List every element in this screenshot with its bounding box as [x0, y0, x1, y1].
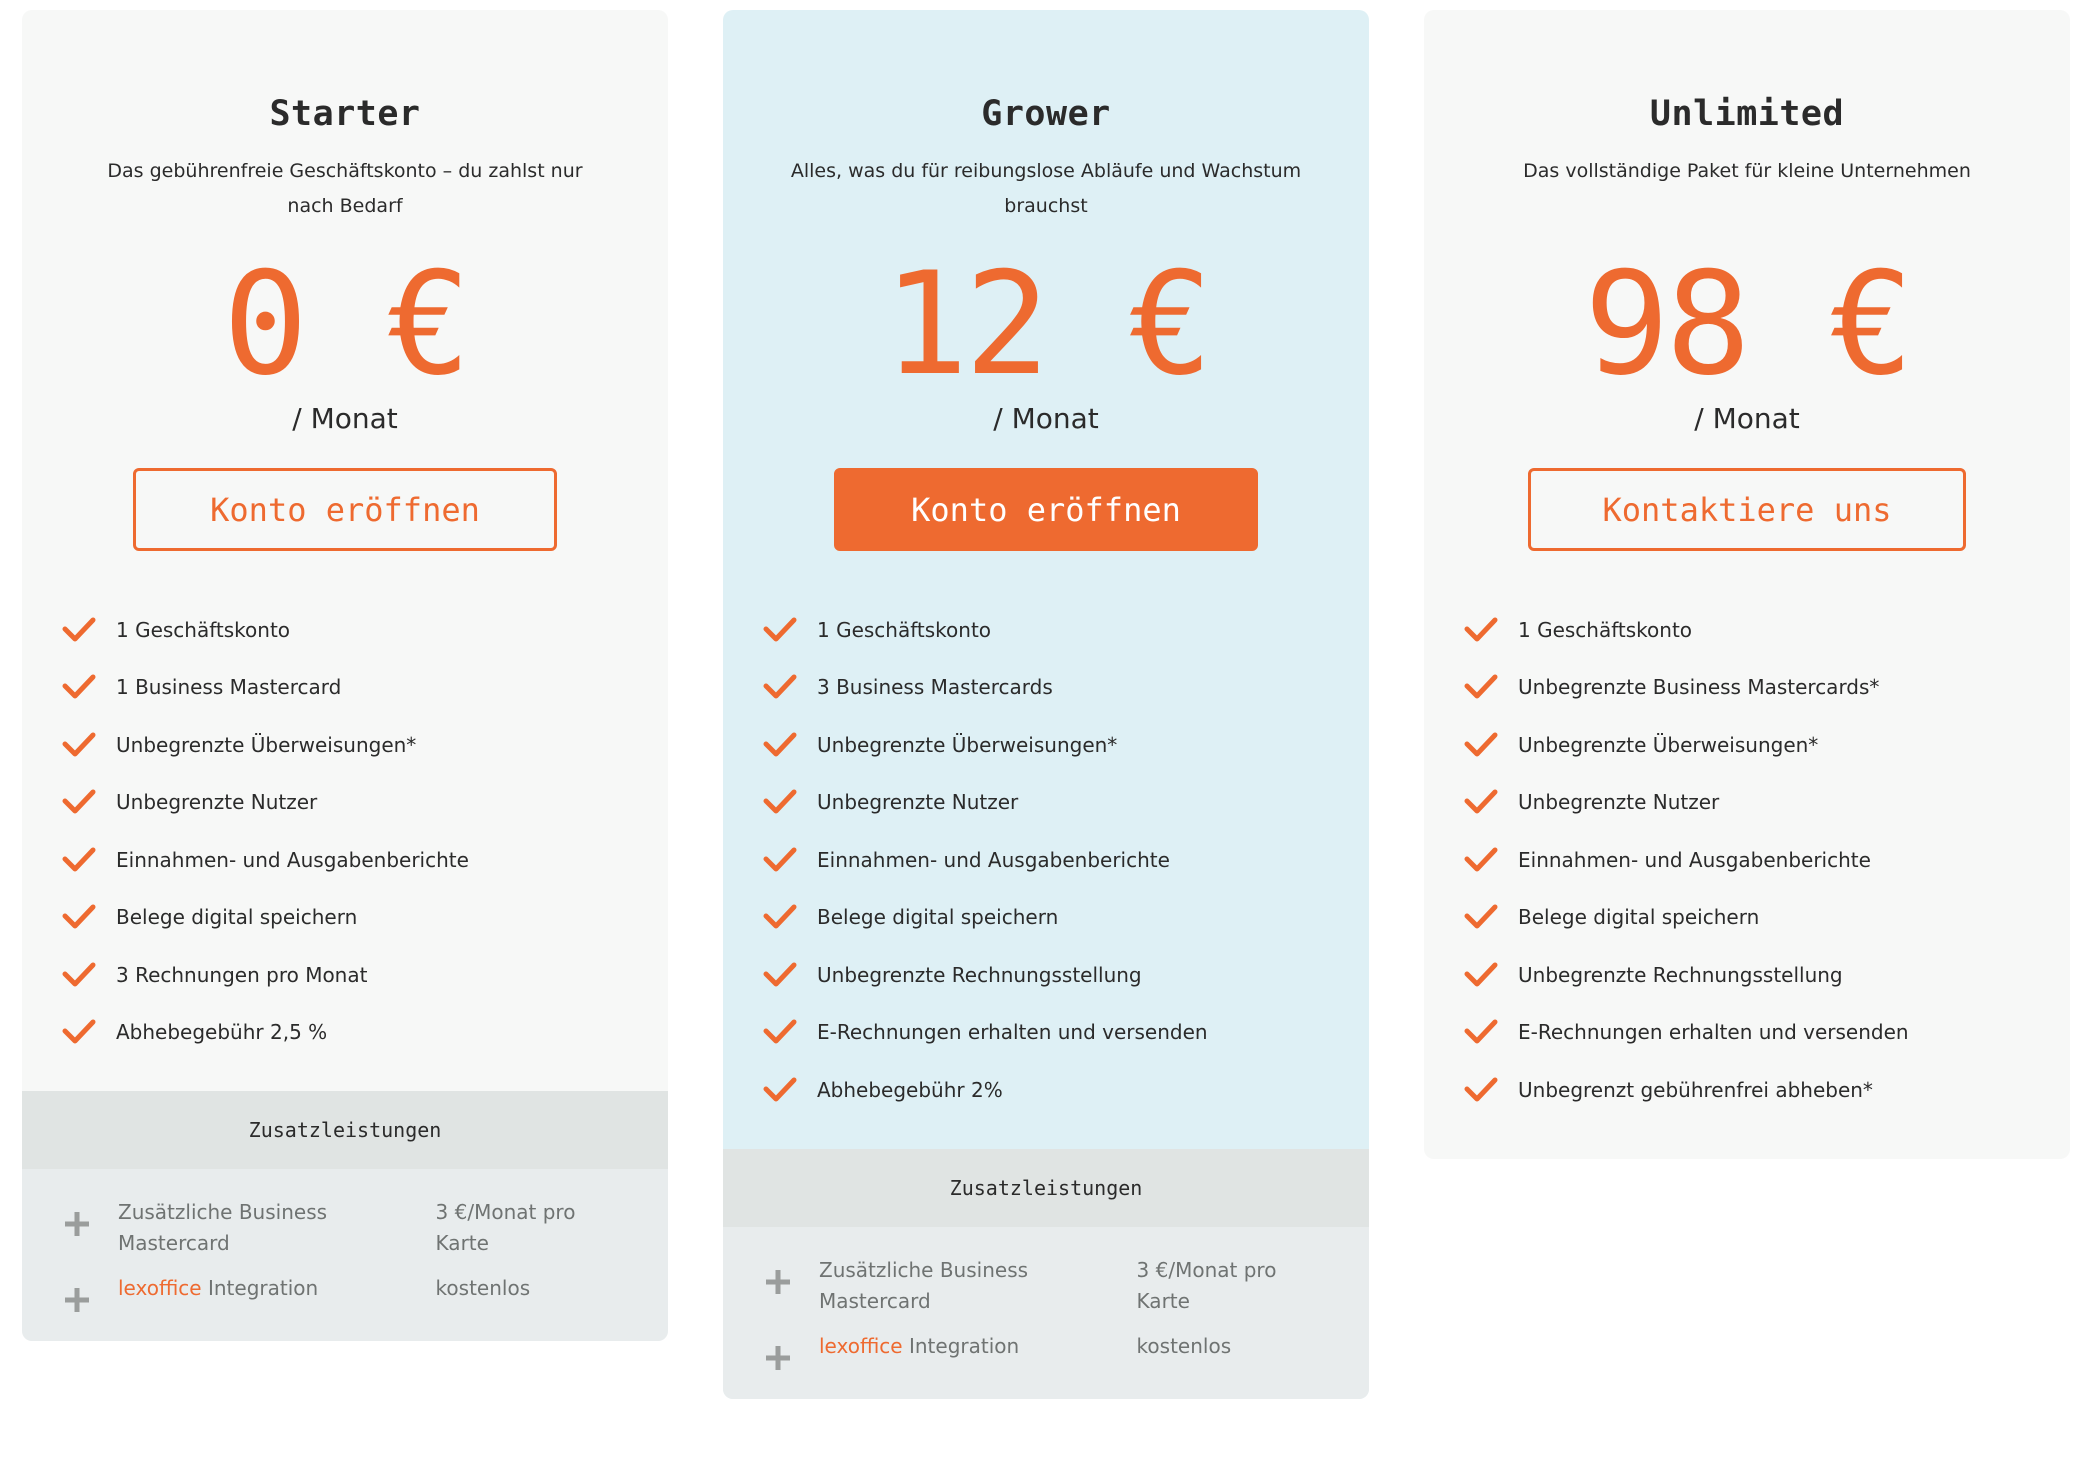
check-icon [763, 903, 797, 931]
extra-item [763, 1331, 1329, 1373]
feature-label: Unbegrenzte Business Mastercards* [1518, 675, 1880, 700]
feature-item [1464, 889, 2070, 947]
feature-label: 1 Geschäftskonto [1518, 617, 1693, 642]
feature-label: Unbegrenzte Nutzer [817, 790, 1019, 815]
feature-label: 3 Rechnungen pro Monat [116, 962, 368, 987]
feature-label: Einnahmen- und Ausgabenberichte [1518, 847, 1871, 872]
extra-price: kostenlos [1136, 1333, 1232, 1358]
check-icon [62, 616, 96, 644]
feature-item [1464, 1004, 2070, 1062]
feature-label: Unbegrenzte Nutzer [116, 790, 318, 815]
check-icon [1464, 1018, 1498, 1046]
plus-icon [62, 1209, 92, 1239]
check-icon [763, 1018, 797, 1046]
check-icon [1464, 788, 1498, 816]
open-account-button[interactable]: Konto eröffnen [133, 468, 557, 551]
feature-label: Abhebegebühr 2,5 % [116, 1020, 328, 1045]
feature-label: E-Rechnungen erhalten und versenden [1518, 1020, 1909, 1045]
feature-list [22, 551, 668, 1091]
feature-item [62, 831, 668, 889]
feature-label: 3 Business Mastercards [817, 675, 1053, 700]
contact-us-button[interactable]: Kontaktiere uns [1528, 468, 1966, 551]
feature-item [62, 774, 668, 832]
plan-price: 0 € [222, 242, 468, 407]
check-icon [763, 961, 797, 989]
feature-label: Unbegrenzt gebührenfrei abheben* [1518, 1077, 1873, 1102]
feature-item [763, 1061, 1369, 1119]
extras-heading: Zusatzleistungen [723, 1149, 1369, 1227]
extra-price: 3 €/Monat pro Karte [435, 1200, 576, 1255]
extra-item [763, 1255, 1329, 1317]
feature-label: 1 Geschäftskonto [817, 617, 992, 642]
lexoffice-link[interactable]: lexoffice [118, 1276, 202, 1300]
feature-label: Abhebegebühr 2% [817, 1077, 1003, 1102]
feature-label: Unbegrenzte Rechnungsstellung [817, 962, 1142, 987]
feature-item [62, 601, 668, 659]
check-icon [62, 1018, 96, 1046]
check-icon [763, 788, 797, 816]
plus-icon [62, 1285, 92, 1315]
feature-item [763, 659, 1369, 717]
plan-price: 98 € [1584, 242, 1910, 407]
extras-heading: Zusatzleistungen [22, 1091, 668, 1169]
extra-price: kostenlos [435, 1276, 531, 1300]
feature-label: Unbegrenzte Überweisungen* [116, 732, 417, 757]
feature-item [763, 774, 1369, 832]
feature-label: Unbegrenzte Überweisungen* [1518, 732, 1819, 757]
feature-item [1464, 946, 2070, 1004]
plan-price: 12 € [883, 242, 1209, 407]
plan-period: / Monat [993, 402, 1099, 435]
check-icon [1464, 616, 1498, 644]
plan-description: Das gebührenfreie Geschäftskonto – du zahlst nur nach Bedarf [107, 160, 583, 217]
feature-label: 1 Geschäftskonto [116, 617, 291, 642]
feature-item [62, 659, 668, 717]
extra-name [819, 1331, 1137, 1362]
plan-card-starter [22, 10, 668, 1341]
feature-item [62, 1004, 668, 1062]
plan-name: Grower [981, 94, 1111, 134]
feature-item [62, 716, 668, 774]
feature-item [763, 946, 1369, 1004]
check-icon [1464, 1076, 1498, 1104]
check-icon [763, 616, 797, 644]
extra-name-suffix: Integration [201, 1276, 319, 1300]
extra-name: Zusätzliche Business Mastercard [819, 1257, 1029, 1313]
feature-item [62, 889, 668, 947]
feature-item [1464, 1061, 2070, 1119]
extra-name: Zusätzliche Business Mastercard [118, 1200, 328, 1255]
check-icon [62, 903, 96, 931]
check-icon [1464, 673, 1498, 701]
lexoffice-link[interactable]: lexoffice [819, 1333, 903, 1358]
check-icon [1464, 961, 1498, 989]
feature-label: Belege digital speichern [116, 905, 358, 930]
feature-label: Unbegrenzte Nutzer [1518, 790, 1720, 815]
feature-item [763, 889, 1369, 947]
open-account-button[interactable]: Konto eröffnen [834, 468, 1258, 551]
plan-card-unlimited [1424, 10, 2070, 1159]
check-icon [763, 1076, 797, 1104]
feature-list [1424, 551, 2070, 1159]
feature-label: Belege digital speichern [817, 905, 1059, 930]
plan-name: Starter [269, 94, 421, 134]
check-icon [62, 846, 96, 874]
feature-item [1464, 774, 2070, 832]
check-icon [62, 673, 96, 701]
feature-label: 1 Business Mastercard [116, 675, 342, 700]
check-icon [763, 673, 797, 701]
feature-item [763, 1004, 1369, 1062]
feature-item [62, 946, 668, 1004]
feature-item [763, 831, 1369, 889]
check-icon [62, 731, 96, 759]
plan-name: Unlimited [1649, 94, 1845, 134]
extra-name [118, 1273, 436, 1304]
feature-list [723, 551, 1369, 1149]
feature-item [1464, 831, 2070, 889]
check-icon [1464, 731, 1498, 759]
check-icon [1464, 846, 1498, 874]
extras-list [22, 1169, 668, 1341]
extra-price: 3 €/Monat pro Karte [1136, 1257, 1277, 1313]
plus-icon [763, 1267, 793, 1297]
extras-list [723, 1227, 1369, 1399]
feature-label: Unbegrenzte Überweisungen* [817, 732, 1118, 757]
check-icon [763, 731, 797, 759]
plan-period: / Monat [1694, 402, 1800, 435]
feature-label: E-Rechnungen erhalten und versenden [817, 1020, 1208, 1045]
feature-item [1464, 716, 2070, 774]
extra-item [62, 1273, 628, 1315]
check-icon [763, 846, 797, 874]
feature-label: Belege digital speichern [1518, 905, 1760, 930]
feature-item [1464, 601, 2070, 659]
feature-label: Unbegrenzte Rechnungsstellung [1518, 962, 1843, 987]
feature-label: Einnahmen- und Ausgabenberichte [116, 847, 469, 872]
extra-name-suffix: Integration [902, 1333, 1020, 1358]
extra-item [62, 1197, 628, 1259]
check-icon [62, 961, 96, 989]
feature-label: Einnahmen- und Ausgabenberichte [817, 847, 1170, 872]
check-icon [1464, 903, 1498, 931]
feature-item [763, 601, 1369, 659]
plan-period: / Monat [292, 402, 398, 435]
plan-description: Alles, was du für reibungslose Abläufe und Wachstum brauchst [790, 160, 1302, 217]
feature-item [1464, 659, 2070, 717]
plus-icon [763, 1343, 793, 1373]
plan-description: Das vollständige Paket für kleine Unternehmen [1523, 160, 1971, 182]
feature-item [763, 716, 1369, 774]
check-icon [62, 788, 96, 816]
plan-card-grower [723, 10, 1369, 1399]
